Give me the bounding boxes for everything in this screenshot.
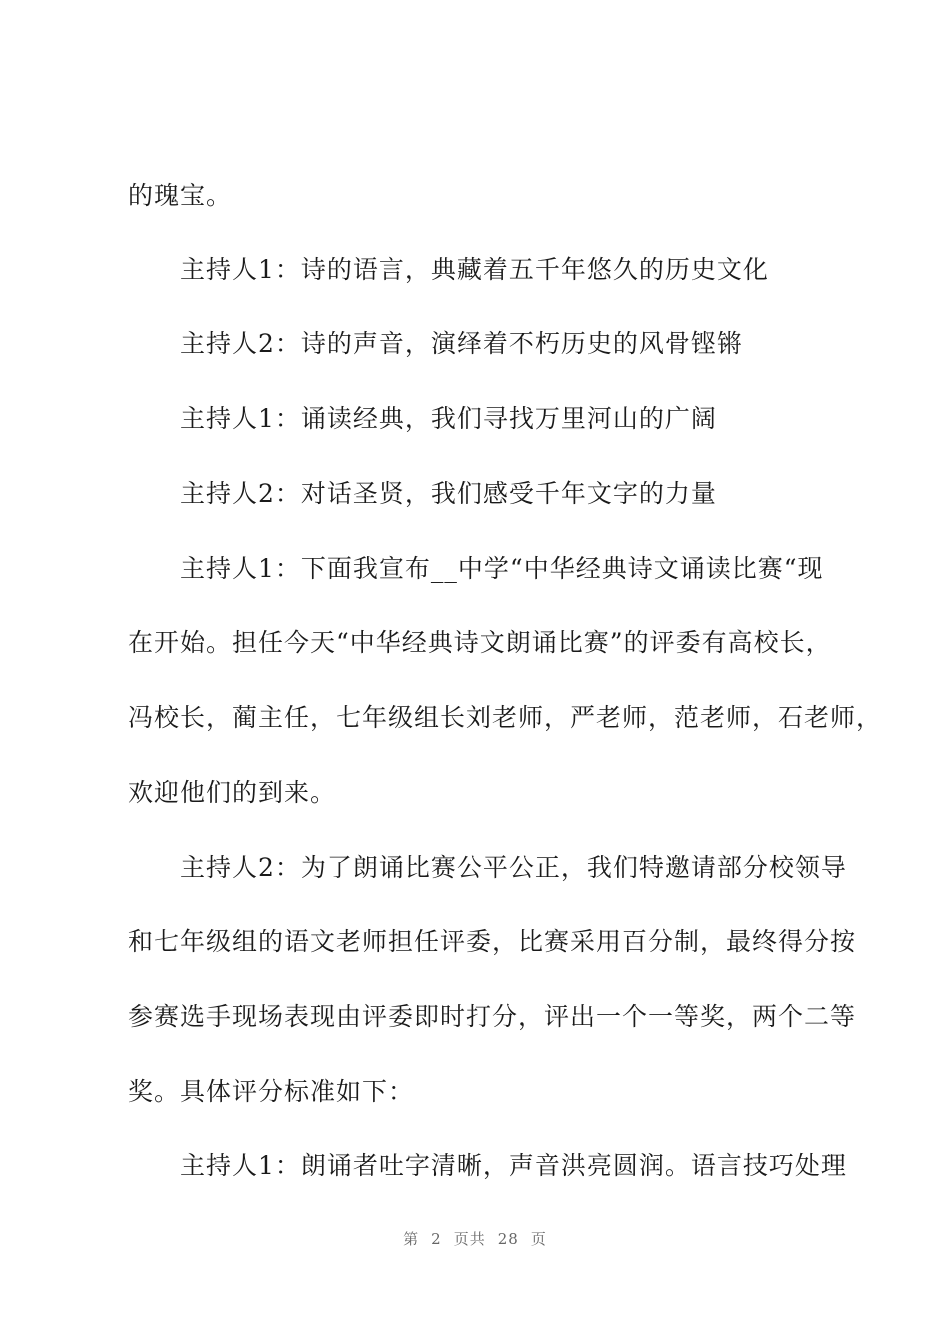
- text-line: 欢迎他们的到来。: [128, 778, 337, 807]
- text-line: 主持人1：诵读经典，我们寻找万里河山的广阔: [180, 404, 717, 433]
- text-line: 主持人2：为了朗诵比赛公平公正，我们特邀请部分校领导: [180, 853, 847, 882]
- page-total: 28: [497, 1230, 519, 1248]
- text-line: 和七年级组的语文老师担任评委，比赛采用百分制，最终得分按: [128, 927, 857, 956]
- text-line: 奖。具体评分标准如下：: [128, 1077, 415, 1106]
- text-line: 主持人1：诗的语言，典藏着五千年悠久的历史文化: [180, 255, 769, 284]
- text-line: 主持人2：对话圣贤，我们感受千年文字的力量: [180, 479, 717, 508]
- text-line: 冯校长，蔺主任，七年级组长刘老师，严老师，范老师，石老师，: [128, 703, 883, 732]
- text-line: 主持人1：朗诵者吐字清晰，声音洪亮圆润。语言技巧处理: [180, 1151, 847, 1180]
- footer-suffix: 页: [530, 1230, 547, 1248]
- text-line: 的瑰宝。: [128, 181, 233, 210]
- footer-middle: 页共: [453, 1230, 486, 1248]
- text-line: 主持人1：下面我宣布__中学“中华经典诗文诵读比赛“现: [180, 554, 824, 583]
- text-line: 参赛选手现场表现由评委即时打分，评出一个一等奖，两个二等: [128, 1002, 857, 1031]
- page-footer: [0, 1228, 950, 1249]
- page-number: 2: [431, 1230, 442, 1248]
- text-line: 主持人2：诗的声音，演绎着不朽历史的风骨铿锵: [180, 329, 743, 358]
- text-line: 在开始。担任今天“中华经典诗文朗诵比赛”的评委有高校长，: [128, 628, 832, 657]
- footer-prefix: 第: [403, 1230, 420, 1248]
